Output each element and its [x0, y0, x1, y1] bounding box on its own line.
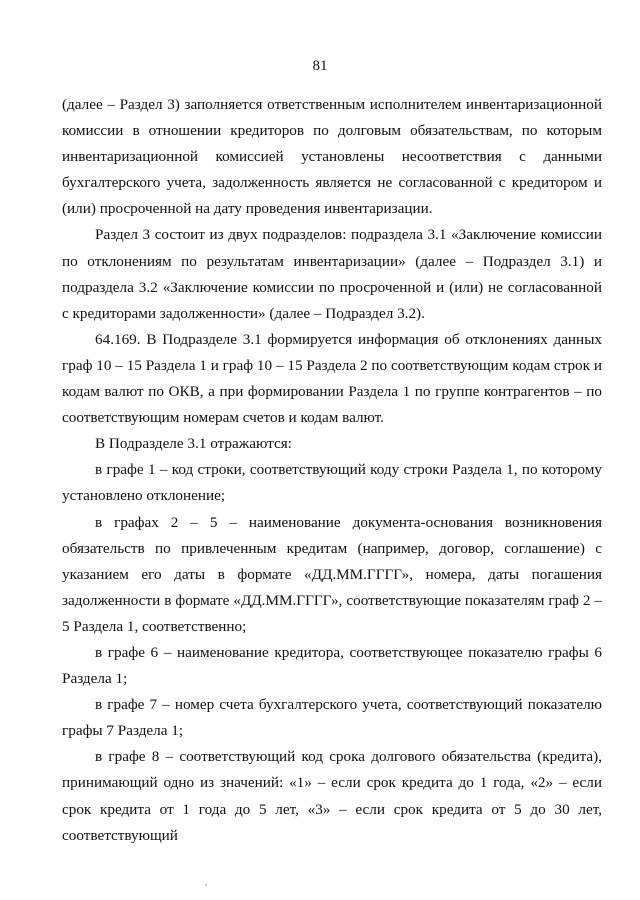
page-number: 81 — [312, 58, 328, 74]
document-body — [62, 92, 602, 849]
scan-artifact — [205, 884, 207, 886]
paragraph-column-1: в графе 1 – код строки, соответствующий коду строки Раздела 1, по которому установлено отклонение; — [62, 461, 602, 505]
paragraph-section3-intro: (далее – Раздел 3) заполняется ответственным исполнителем инвентаризационной комиссии в отношении кредиторов по долговым обязательствам, по которым инвентаризационной комиссией установлены несоответствия с данными бухгалтерского учета, задолженность является не согласованной с кредитором и (или) просроченной на дату проведения инвентаризации. — [62, 96, 602, 218]
paragraph-64-169: 64.169. В Подразделе 3.1 формируется информация об отклонениях данных граф 10 – 15 Раздела 1 и граф 10 – 15 Раздела 2 по соответствующим кодам строк и кодам валют по ОКВ, а при формировании Раздела 1 по группе контрагентов – по соответствующим номерам счетов и кодам валют. — [62, 330, 602, 427]
paragraph-column-6: в графе 6 – наименование кредитора, соответствующее показателю графы 6 Раздела 1; — [62, 643, 602, 688]
paragraph-subsection-reflects: В Подразделе 3.1 отражаются: — [95, 435, 292, 453]
paragraph-columns-2-5: в графах 2 – 5 – наименование документа-основания возникновения обязательств по привлеченным кредитам (например, договор, соглашение) с указанием его даты в формате «ДД.ММ.ГГГГ», номера, даты погашения задолженности в формате «ДД.ММ.ГГГГ», соответствующие показателям граф 2 – 5 Раздела 1, соответственно; — [62, 513, 602, 635]
paragraph-column-8: в графе 8 – соответствующий код срока долгового обязательства (кредита), принимающий одно из значений: «1» – если срок кредита до 1 года, «2» – если срок кредита от 1 года до 5 лет, «3» – если срок кредита от 5 до 30 лет, соответствующий — [62, 748, 602, 844]
paragraph-column-7: в графе 7 – номер счета бухгалтерского учета, соответствующий показателю графы 7 Раздела 1; — [62, 696, 602, 740]
paragraph-section3-structure: Раздел 3 состоит из двух подразделов: подраздела 3.1 «Заключение комиссии по отклонениям по результатам инвентаризации» (далее – Подраздел 3.1) и подраздела 3.2 «Заключение комиссии по просроченной и (или) не согласованной с кредиторами задолженности» (далее – Подраздел 3.2). — [62, 226, 602, 322]
